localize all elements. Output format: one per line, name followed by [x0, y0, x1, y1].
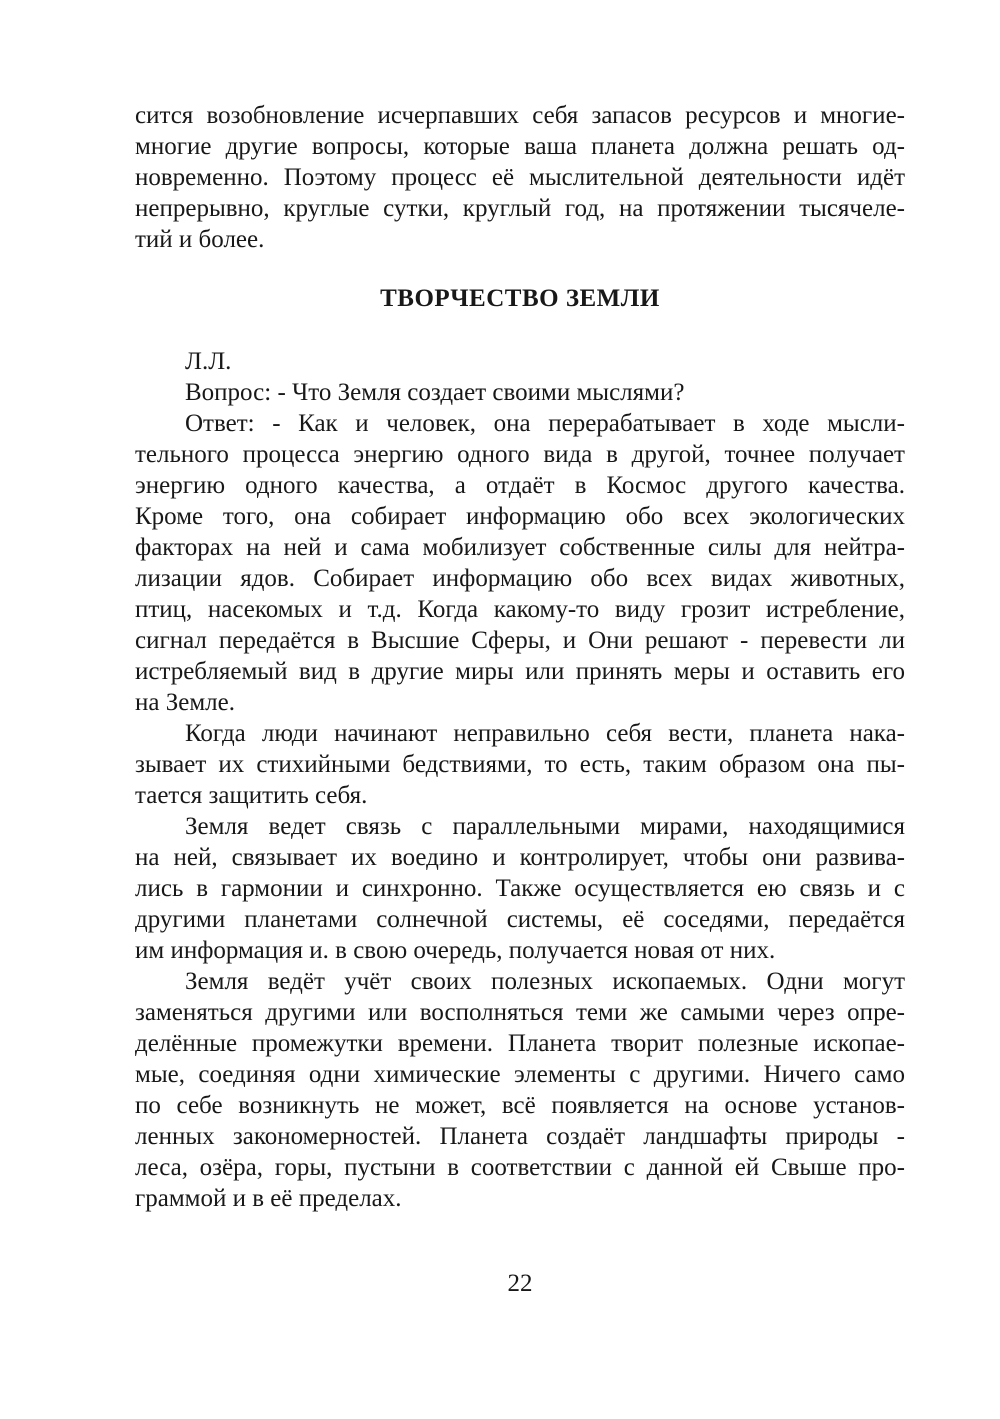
paragraph [135, 718, 905, 811]
text-line: по себе возникнуть не может, всё появляется на основе установ- [135, 1092, 905, 1119]
text-line: факторах на ней и сама мобилизует собственные силы для нейтра- [135, 534, 905, 561]
paragraph [135, 346, 905, 377]
text-line: сигнал передаётся в Высшие Сферы, и Они решают - перевести ли [135, 627, 905, 654]
text-line: истребляемый вид в другие миры или принять меры и оставить его [135, 658, 905, 685]
text-line: делённые промежутки времени. Планета творит полезные ископае- [135, 1030, 905, 1057]
text-line: сится возобновление исчерпавших себя запасов ресурсов и многие- [135, 102, 905, 129]
text-line: им информация и. в свою очередь, получается новая от них. [135, 937, 776, 964]
text-line: тельного процесса энергию одного вида в другой, точнее получает [135, 441, 905, 468]
page-number: 22 [507, 1270, 533, 1297]
text-line: заменяться другими или восполняться теми же самыми через опре- [135, 999, 905, 1026]
text-line: леса, озёра, горы, пустыни в соответствии с данной ей Свыше про- [135, 1154, 905, 1181]
text-line: Ответ: - Как и человек, она перерабатывает в ходе мысли- [185, 410, 905, 437]
text-line: зывает их стихийными бедствиями, то есть, таким образом она пы- [135, 751, 905, 778]
text-line: лизации ядов. Собирает информацию обо всех видах животных, [135, 565, 905, 592]
section-heading [135, 283, 905, 314]
text-line: Л.Л. [185, 348, 232, 375]
text-line: ТВОРЧЕСТВО ЗЕМЛИ [380, 285, 660, 312]
text-line: непрерывно, круглые сутки, круглый год, на протяжении тысячеле- [135, 195, 905, 222]
paragraph [135, 966, 905, 1214]
text-line: Земля ведет связь с параллельными мирами, находящимися [185, 813, 905, 840]
text-line: граммой и в её пределах. [135, 1185, 402, 1212]
text-column [135, 100, 905, 1214]
text-line: птиц, насекомых и т.д. Когда какому-то виду грозит истребление, [135, 596, 905, 623]
text-line: мые, соединяя одни химические элементы с другими. Ничего само [135, 1061, 905, 1088]
text-line: лись в гармонии и синхронно. Также осуществляется ею связь и с [135, 875, 905, 902]
text-line: другими планетами солнечной системы, её соседями, передаётся [135, 906, 905, 933]
text-line: на ней, связывает их воедино и контролирует, чтобы они развива- [135, 844, 905, 871]
text-line: многие другие вопросы, которые ваша планета должна решать од- [135, 133, 905, 160]
paragraph [135, 811, 905, 966]
text-line: на Земле. [135, 689, 235, 716]
text-line: Вопрос: - Что Земля создает своими мыслями? [185, 379, 685, 406]
text-line: Кроме того, она собирает информацию обо всех экологических [135, 503, 905, 530]
paragraph [135, 100, 905, 255]
text-line: энергию одного качества, а отдаёт в Космос другого качества. [135, 472, 905, 499]
text-line: тается защитить себя. [135, 782, 368, 809]
text-line: Земля ведёт учёт своих полезных ископаемых. Одни могут [185, 968, 905, 995]
text-line: Когда люди начинают неправильно себя вести, планета нака- [185, 720, 905, 747]
text-line: ленных закономерностей. Планета создаёт ландшафты природы - [135, 1123, 905, 1150]
paragraph [135, 377, 905, 408]
paragraph [135, 408, 905, 718]
text-line: тий и более. [135, 226, 265, 253]
text-line: новременно. Поэтому процесс её мыслительной деятельности идёт [135, 164, 905, 191]
